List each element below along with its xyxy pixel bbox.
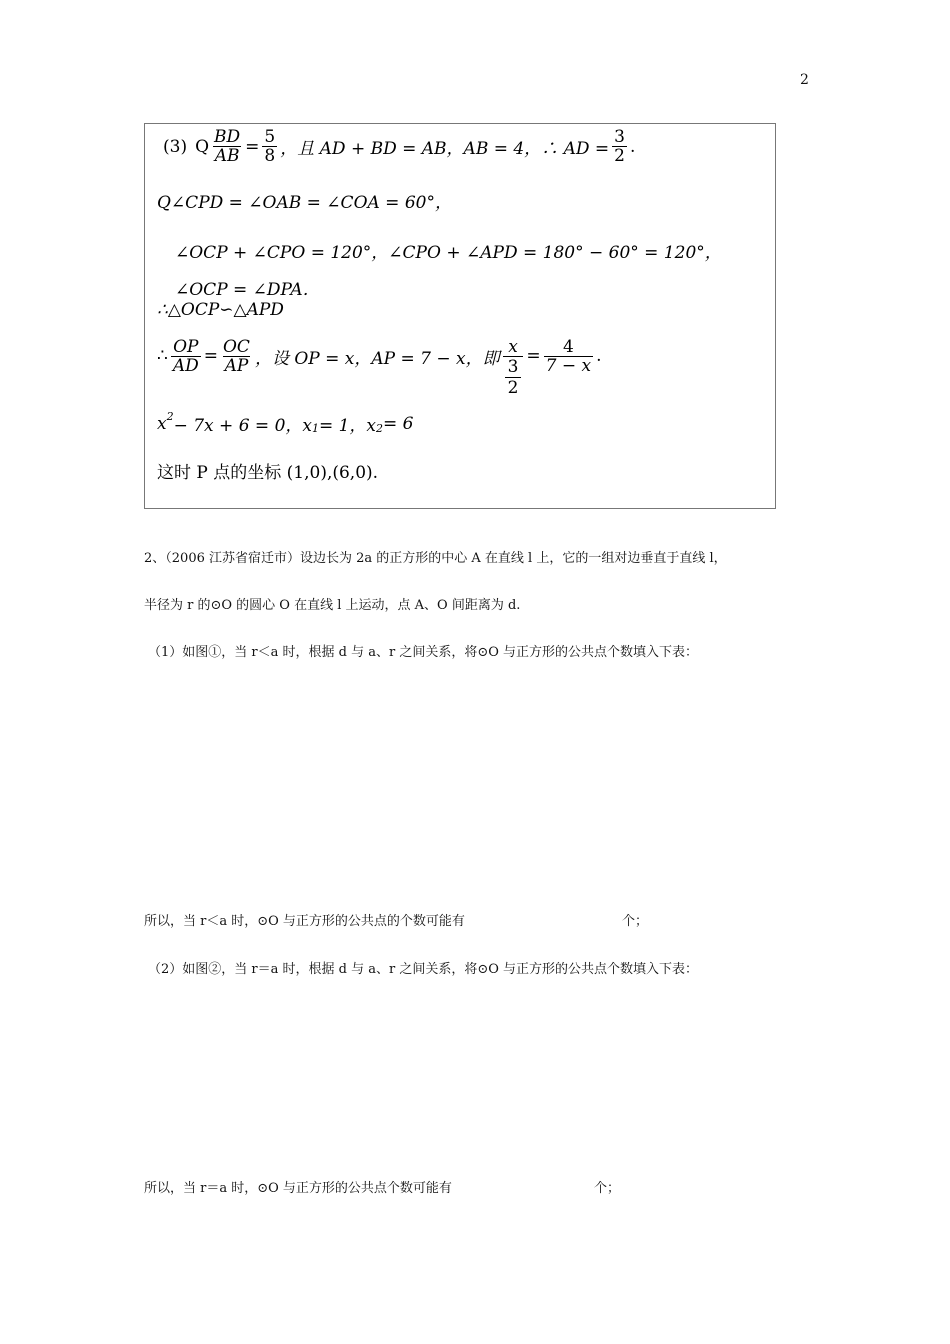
because-symbol: Q bbox=[195, 136, 210, 157]
fraction-op-ad: $\frac{OP}{AD}$ bbox=[172, 336, 199, 376]
fraction-oc-ap: $\frac{OC}{AP}$ bbox=[223, 336, 250, 376]
part-label: (3) bbox=[163, 136, 188, 157]
answer-blank-2-suffix: 个； bbox=[594, 1181, 621, 1196]
solution-line-2: Q∠CPD = ∠OAB = ∠COA = 60°， bbox=[157, 193, 452, 213]
answer-line-1: 所以，当 r＜a 时，⊙O 与正方形的公共点的个数可能有 个； bbox=[144, 910, 465, 929]
answer-line-2: 所以，当 r＝a 时，⊙O 与正方形的公共点个数可能有 个； bbox=[144, 1177, 452, 1196]
fraction-5-8: $\frac{5}{8}$ bbox=[264, 127, 276, 166]
question-part-1: （1）如图①，当 r＜a 时，根据 d 与 a、r 之间关系，将⊙O 与正方形的公共点个数填入下表： bbox=[148, 645, 698, 660]
solution-line-3: ∠OCP + ∠CPO = 120°，∠CPO + ∠APD = 180° − 60° = 120°， bbox=[175, 243, 722, 263]
fraction-bd-ab: $\frac{BD}{AB}$ bbox=[214, 127, 241, 166]
problem-statement-line-1: 2、（2006 江苏省宿迁市）设边长为 2a 的正方形的中心 A 在直线 l 上，它的一组对边垂直于直线 l， bbox=[144, 551, 727, 566]
solution-line-1: (3) Q $\frac{BD}{AB}$ = $\frac{5}{8}$ ，且 AD + BD = AB，AB = 4，∴ AD = $\frac{3}{2}$ . bbox=[163, 127, 636, 166]
page-number: 2 bbox=[800, 72, 809, 88]
complex-fraction-x-over-3-2: x 3 2 bbox=[503, 338, 524, 398]
solution-line-7: x 2 − 7x + 6 = 0，x 1 = 1，x 2 = 6 bbox=[157, 410, 414, 436]
solution-line-5: ∴△OCP∽△APD bbox=[157, 300, 284, 320]
solution-line-8: 这时 P 点的坐标 (1,0),(6,0). bbox=[157, 463, 379, 483]
solution-line-4: ∠OCP = ∠DPA． bbox=[175, 280, 320, 300]
problem-statement-line-2: 半径为 r 的⊙O 的圆心 O 在直线 l 上运动，点 A、O 间距离为 d. bbox=[144, 598, 521, 613]
question-part-2: （2）如图②，当 r＝a 时，根据 d 与 a、r 之间关系，将⊙O 与正方形的公共点个数填入下表： bbox=[148, 962, 698, 977]
fraction-3-2: $\frac{3}{2}$ bbox=[614, 127, 625, 166]
solution-image-box bbox=[144, 123, 776, 509]
answer-blank-1-suffix: 个； bbox=[622, 914, 649, 929]
fraction-4-over-7-minus-x: $\frac{4}{7 - x}$ bbox=[545, 336, 592, 376]
solution-line-6: ∴ $\frac{OP}{AD}$ = $\frac{OC}{AP}$ ，设 OP = x，AP = 7 − x，即 x 3 2 = $\frac{4}{7 - x}$ . bbox=[157, 336, 602, 398]
